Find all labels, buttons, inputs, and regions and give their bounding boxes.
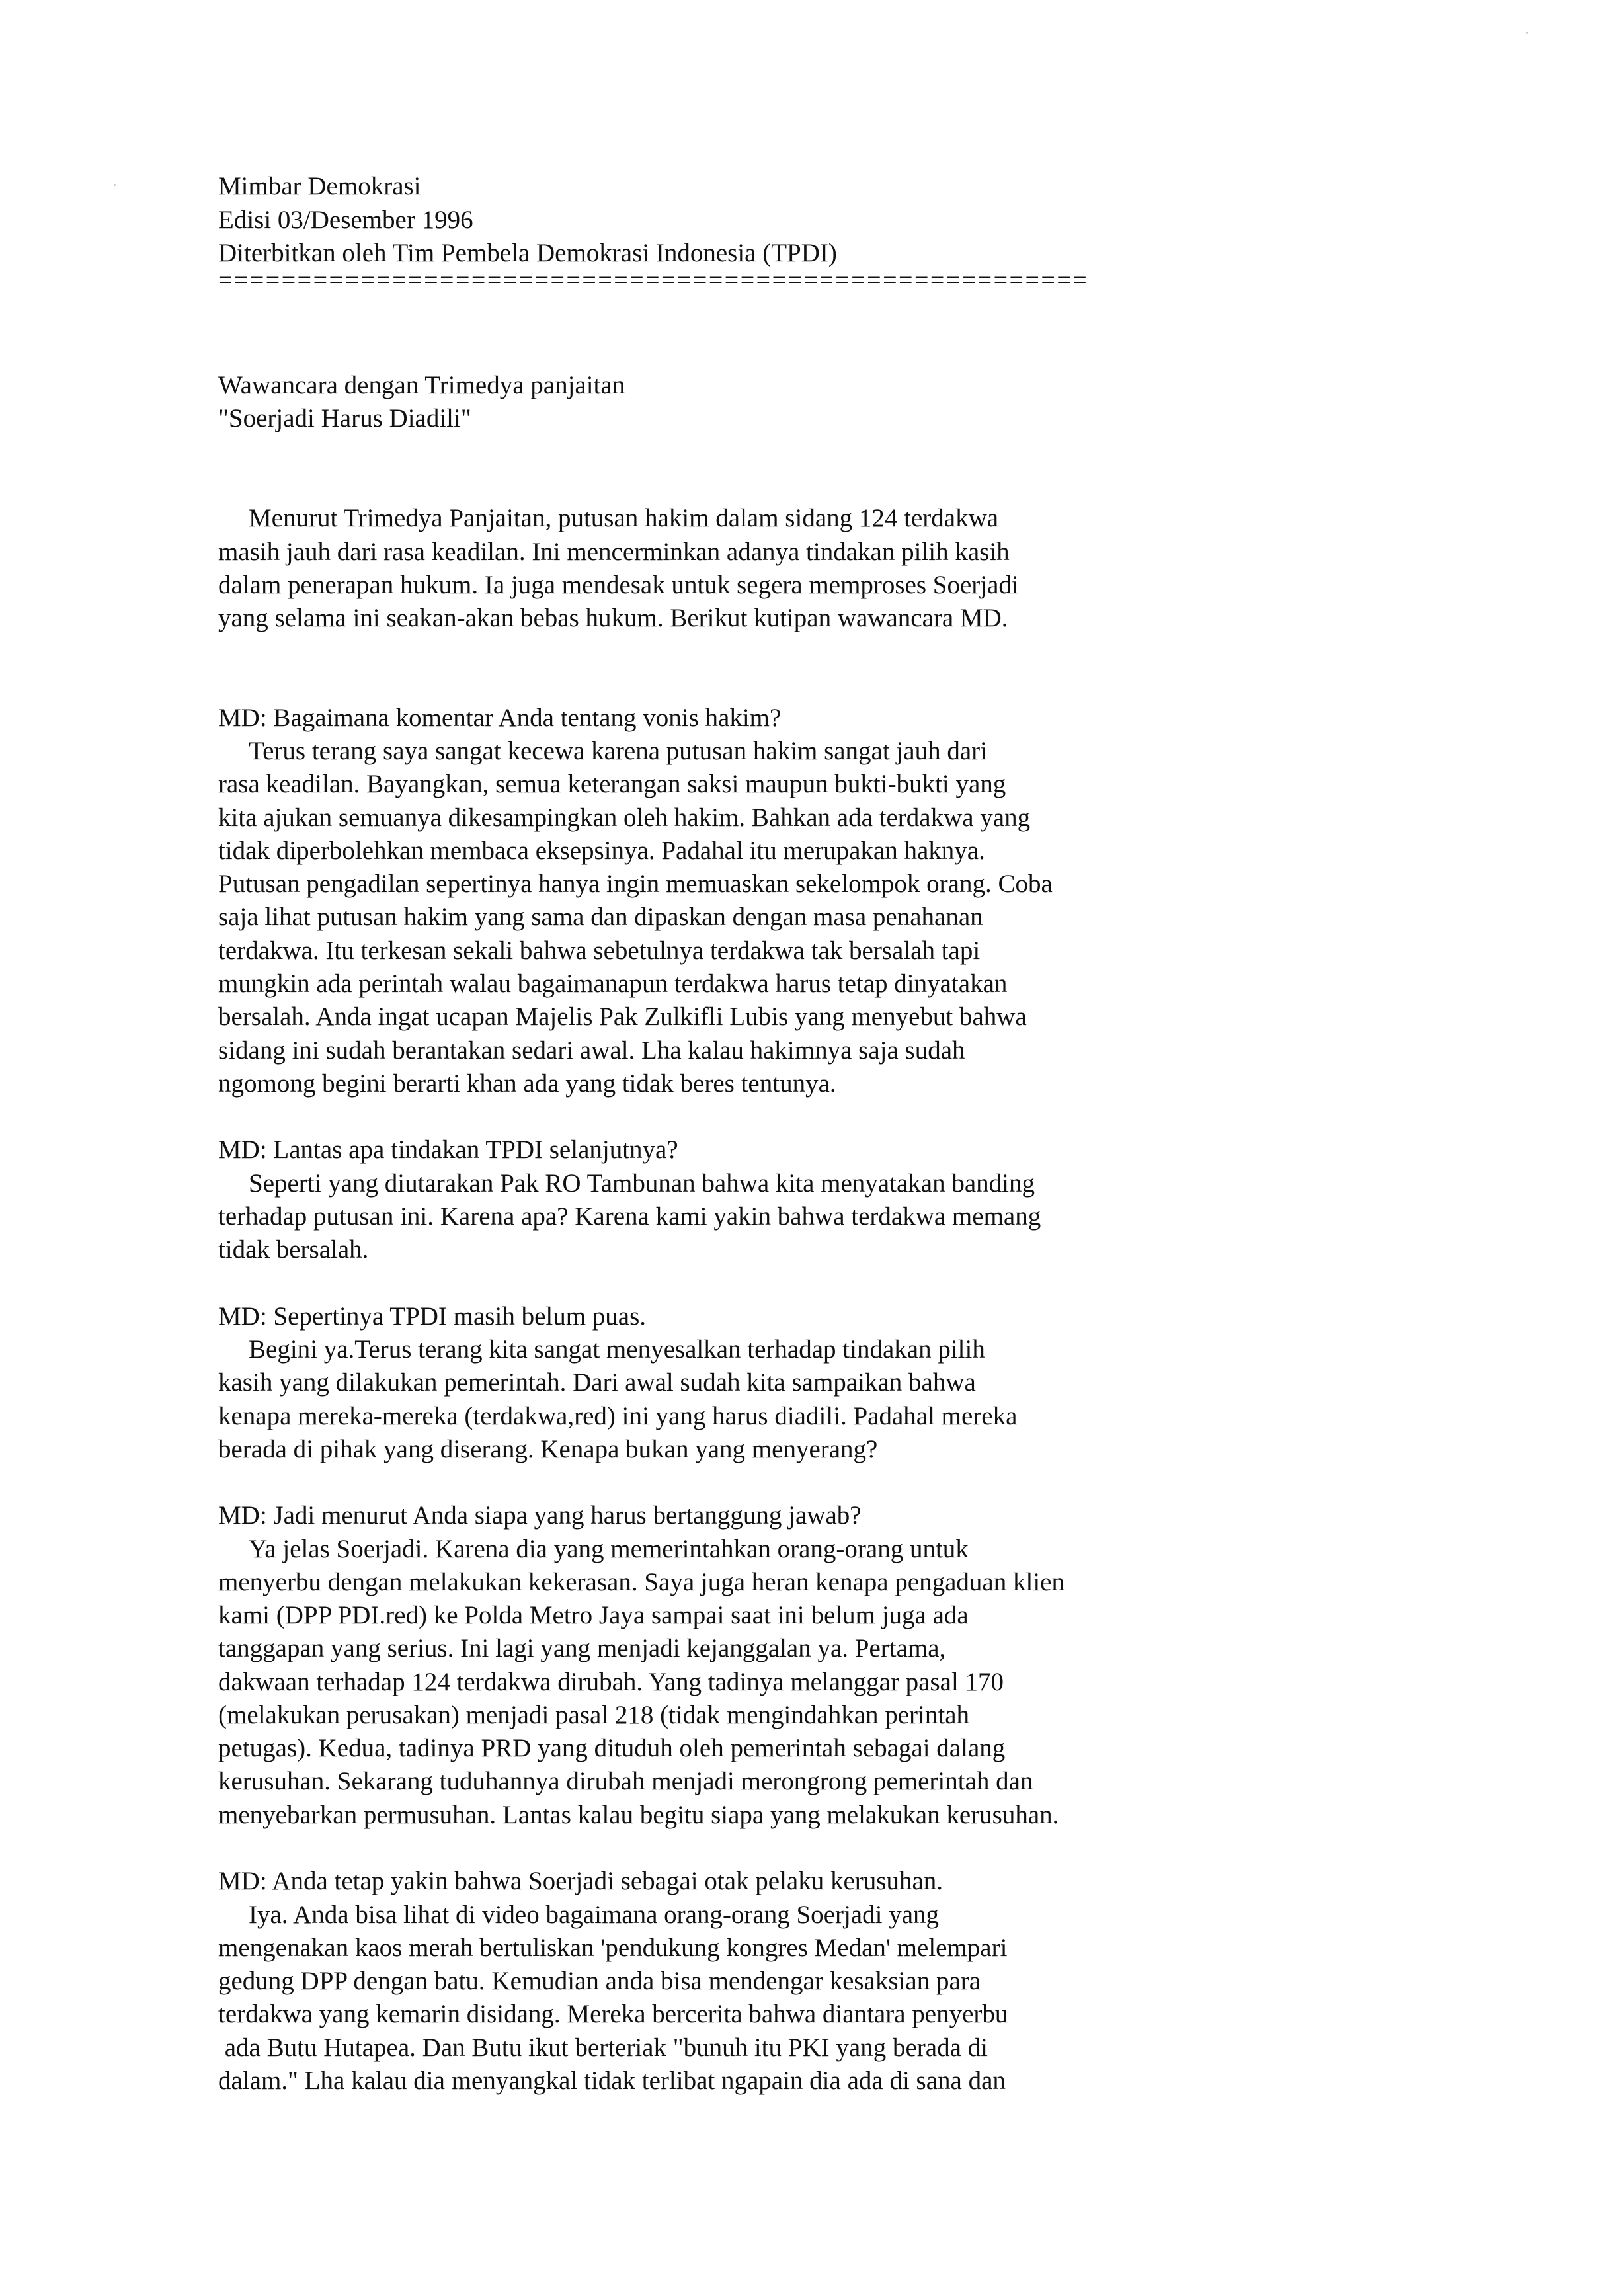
answer-line: gedung DPP dengan batu. Kemudian anda bisa mendengar kesaksian para — [218, 1967, 981, 1995]
answer-line: Iya. Anda bisa lihat di video bagaimana orang-orang Soerjadi yang — [249, 1901, 940, 1929]
answer-line: Terus terang saya sangat kecewa karena putusan hakim sangat jauh dari — [249, 737, 987, 765]
intro-line: masih jauh dari rasa keadilan. Ini mencerminkan adanya tindakan pilih kasih — [218, 538, 1010, 566]
answer-line: terhadap putusan ini. Karena apa? Karena kami yakin bahwa terdakwa memang — [218, 1202, 1041, 1231]
intro-line: dalam penerapan hukum. Ia juga mendesak untuk segera memproses Soerjadi — [218, 571, 1019, 599]
answer-line: saja lihat putusan hakim yang sama dan dipaskan dengan masa penahanan — [218, 903, 983, 931]
intro-line: yang selama ini seakan-akan bebas hukum. Berikut kutipan wawancara MD. — [218, 604, 1008, 632]
answer-line: sidang ini sudah berantakan sedari awal. Lha kalau hakimnya saja sudah — [218, 1036, 965, 1065]
answer-line: bersalah. Anda ingat ucapan Majelis Pak Zulkifli Lubis yang menyebut bahwa — [218, 1003, 1027, 1031]
answer-line: dalam." Lha kalau dia menyangkal tidak terlibat ngapain dia ada di sana dan — [218, 2067, 1006, 2095]
answer-line: kenapa mereka-mereka (terdakwa,red) ini yang harus diadili. Padahal mereka — [218, 1402, 1018, 1430]
scan-speck — [1526, 32, 1528, 34]
edition-line: Edisi 03/Desember 1996 — [218, 206, 473, 234]
answer-line: (melakukan perusakan) menjadi pasal 218 (tidak mengindahkan perintah — [218, 1701, 970, 1729]
answer-line: Putusan pengadilan sepertinya hanya ingin memuaskan sekelompok orang. Coba — [218, 870, 1053, 898]
answer-line: dakwaan terhadap 124 terdakwa dirubah. Yang tadinya melanggar pasal 170 — [218, 1668, 1004, 1696]
answer-line: menyebarkan permusuhan. Lantas kalau begitu siapa yang melakukan kerusuhan. — [218, 1801, 1059, 1829]
article-subtitle: "Soerjadi Harus Diadili" — [218, 404, 471, 432]
answer-line: tidak diperbolehkan membaca eksepsinya. Padahal itu merupakan haknya. — [218, 837, 985, 865]
publication-name: Mimbar Demokrasi — [218, 172, 421, 200]
header-rule: ======================================================= — [218, 266, 1089, 294]
intro-line: Menurut Trimedya Panjaitan, putusan hakim dalam sidang 124 terdakwa — [249, 504, 999, 532]
interview-question: MD: Anda tetap yakin bahwa Soerjadi sebagai otak pelaku kerusuhan. — [218, 1867, 944, 1895]
scan-speck — [114, 184, 116, 186]
publisher-line: Diterbitkan oleh Tim Pembela Demokrasi Indonesia (TPDI) — [218, 239, 837, 267]
article-title: Wawancara dengan Trimedya panjaitan — [218, 371, 625, 399]
answer-line: tidak bersalah. — [218, 1235, 369, 1264]
answer-line: kerusuhan. Sekarang tuduhannya dirubah menjadi merongrong pemerintah dan — [218, 1767, 1033, 1795]
answer-line: berada di pihak yang diserang. Kenapa bukan yang menyerang? — [218, 1435, 878, 1463]
answer-line: ada Butu Hutapea. Dan Butu ikut berteriak "bunuh itu PKI yang berada di — [218, 2033, 988, 2062]
answer-line: Begini ya.Terus terang kita sangat menyesalkan terhadap tindakan pilih — [249, 1335, 985, 1364]
answer-line: rasa keadilan. Bayangkan, semua keterangan saksi maupun bukti-bukti yang — [218, 770, 1006, 798]
answer-line: terdakwa. Itu terkesan sekali bahwa sebetulnya terdakwa tak bersalah tapi — [218, 936, 981, 965]
answer-line: Ya jelas Soerjadi. Karena dia yang memerintahkan orang-orang untuk — [249, 1535, 969, 1563]
answer-line: kita ajukan semuanya dikesampingkan oleh hakim. Bahkan ada terdakwa yang — [218, 803, 1031, 832]
answer-line: tanggapan yang serius. Ini lagi yang menjadi kejanggalan ya. Pertama, — [218, 1634, 946, 1662]
interview-question: MD: Sepertinya TPDI masih belum puas. — [218, 1302, 647, 1331]
interview-question: MD: Jadi menurut Anda siapa yang harus bertanggung jawab? — [218, 1501, 862, 1530]
answer-line: terdakwa yang kemarin disidang. Mereka bercerita bahwa diantara penyerbu — [218, 2000, 1008, 2028]
answer-line: mungkin ada perintah walau bagaimanapun terdakwa harus tetap dinyatakan — [218, 969, 1008, 998]
answer-line: kasih yang dilakukan pemerintah. Dari awal sudah kita sampaikan bahwa — [218, 1368, 976, 1397]
answer-line: kami (DPP PDI.red) ke Polda Metro Jaya sampai saat ini belum juga ada — [218, 1601, 969, 1629]
interview-question: MD: Lantas apa tindakan TPDI selanjutnya? — [218, 1135, 678, 1164]
interview-question: MD: Bagaimana komentar Anda tentang vonis hakim? — [218, 704, 782, 732]
answer-line: mengenakan kaos merah bertuliskan 'pendukung kongres Medan' melempari — [218, 1934, 1008, 1962]
answer-line: ngomong begini berarti khan ada yang tidak beres tentunya. — [218, 1069, 836, 1098]
answer-line: Seperti yang diutarakan Pak RO Tambunan bahwa kita menyatakan banding — [249, 1169, 1035, 1198]
answer-line: petugas). Kedua, tadinya PRD yang dituduh oleh pemerintah sebagai dalang — [218, 1734, 1006, 1762]
answer-line: menyerbu dengan melakukan kekerasan. Saya juga heran kenapa pengaduan klien — [218, 1568, 1065, 1596]
